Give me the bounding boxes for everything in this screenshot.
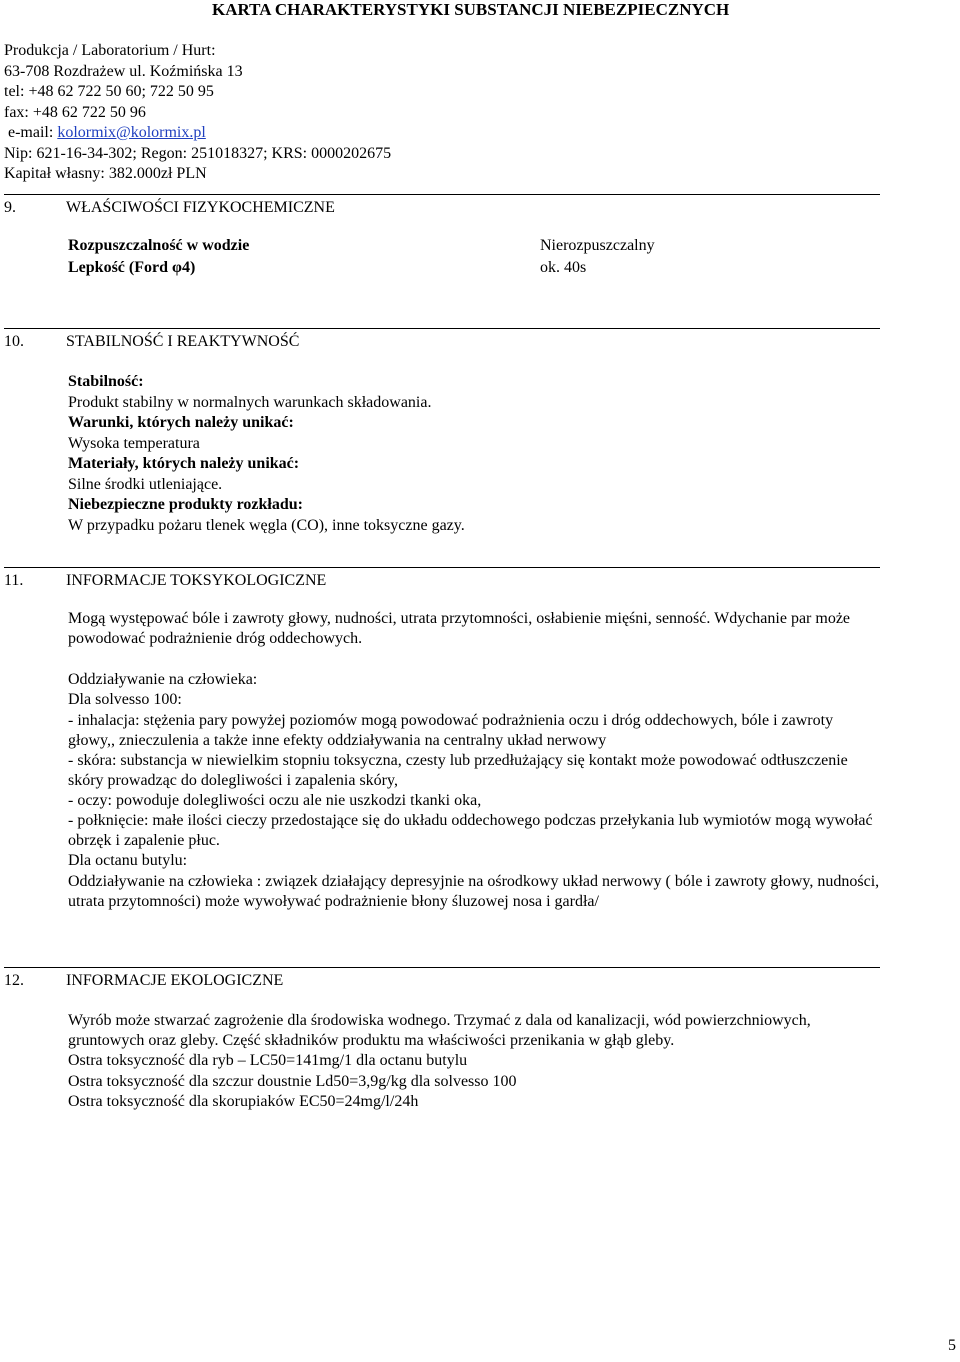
email-link[interactable]: kolormix@kolormix.pl	[57, 124, 206, 141]
human-impact-label: Oddziaływanie na człowieka:	[68, 670, 258, 688]
toxicity-rat: Ostra toksyczność dla szczur doustnie Ld50=3,9g/kg dla solvesso 100	[68, 1072, 517, 1090]
stability-label: Stabilność:	[68, 373, 144, 390]
eyes-text: - oczy: powoduje dolegliwości oczu ale nie uszkodzi tkanki oka,	[68, 791, 482, 809]
company-line-registry: Nip: 621-16-34-302; Regon: 251018327; KRS: 0000202675	[4, 144, 392, 162]
paragraph-spacer	[68, 649, 880, 670]
section-10-body	[68, 372, 880, 536]
stability-text: Produkt stabilny w normalnych warunkach składowania.	[68, 393, 432, 411]
section-11-body	[68, 609, 880, 912]
email-prefix: e-mail:	[4, 124, 58, 141]
company-line-email	[4, 123, 524, 144]
company-info	[4, 41, 524, 185]
section-10-number: 10.	[4, 333, 24, 350]
ecology-intro: Wyrób może stwarzać zagrożenie dla środowiska wodnego. Trzymać z dala od kanalizacji, wód powierzchniowych, gruntowych oraz gleby. Część składników produktu ma właściwości przenikania w głąb gleby.	[68, 1012, 811, 1049]
company-line-capital: Kapitał własny: 382.000zł PLN	[4, 165, 207, 182]
property-label-solubility: Rozpuszczalność w wodzie	[68, 237, 250, 254]
decomposition-label: Niebezpieczne produkty rozkładu:	[68, 496, 303, 513]
company-line-fax: fax: +48 62 722 50 96	[4, 103, 146, 121]
section-10-heading	[4, 332, 880, 353]
conditions-label: Warunki, których należy unikać:	[68, 414, 294, 431]
section-11-number: 11.	[4, 572, 24, 589]
materials-text: Silne środki utleniające.	[68, 475, 223, 493]
decomposition-text: W przypadku pożaru tlenek węgla (CO), inne toksyczne gazy.	[68, 516, 465, 534]
materials-label: Materiały, których należy unikać:	[68, 455, 300, 472]
property-value-viscosity: ok. 40s	[540, 259, 587, 276]
section-9-title: WŁAŚCIWOŚCI FIZYKOCHEMICZNE	[66, 199, 335, 216]
section-11-heading	[4, 571, 880, 592]
section-9-rule	[4, 194, 880, 195]
octan-label: Dla octanu butylu:	[68, 852, 188, 869]
swallowing-text: - połknięcie: małe ilości cieczy przedostające się do układu oddechowego podczas przełykania lub wymiotów mogą wywołać obrzęk i zapalenie płuc.	[68, 812, 873, 849]
section-12-body	[68, 1011, 880, 1113]
section-11-rule	[4, 567, 880, 568]
conditions-text: Wysoka temperatura	[68, 434, 200, 452]
section-12-number: 12.	[4, 972, 24, 989]
property-label-viscosity: Lepkość (Ford φ4)	[68, 259, 196, 276]
section-11-title: INFORMACJE TOKSYKOLOGICZNE	[66, 572, 327, 589]
toxicology-intro: Mogą występować bóle i zawroty głowy, nudności, utrata przytomności, osłabienie mięśni, senność. Wdychanie par może powodować podrażnienie dróg oddechowych.	[68, 610, 851, 647]
toxicity-fish: Ostra toksyczność dla ryb – LC50=141mg/1 dla octanu butylu	[68, 1052, 468, 1069]
page-number: 5	[948, 1337, 956, 1354]
section-12-rule	[4, 967, 880, 968]
property-value-solubility: Nierozpuszczalny	[540, 237, 655, 254]
toxicity-crustacean: Ostra toksyczność dla skorupiaków EC50=24mg/l/24h	[68, 1093, 419, 1110]
section-10-rule	[4, 328, 880, 329]
section-10-title: STABILNOŚĆ I REAKTYWNOŚĆ	[66, 333, 300, 350]
company-line-production: Produkcja / Laboratorium / Hurt:	[4, 42, 216, 59]
document-title: KARTA CHARAKTERYSTYKI SUBSTANCJI NIEBEZPIECZNYCH	[212, 0, 730, 19]
solvesso-label: Dla solvesso 100:	[68, 691, 182, 708]
section-9-number: 9.	[4, 199, 16, 216]
section-12-heading	[4, 971, 880, 992]
octan-text: Oddziaływanie na człowieka : związek działający depresyjnie na ośrodkowy układ nerwowy ( bóle i zawroty głowy, nudności, utrata przytomności) może wywoływać podrażnienie błony śluzowej nosa i gardła/	[68, 872, 880, 910]
section-9-heading	[4, 198, 880, 219]
skin-text: - skóra: substancja w niewielkim stopniu toksyczna, czesty lub przedłużający się kontakt może powodować odtłuszczenie skóry prowadząc do dolegliwości i zapalenia skóry,	[68, 751, 848, 789]
company-line-phone: tel: +48 62 722 50 60; 722 50 95	[4, 83, 214, 100]
company-line-address: 63-708 Rozdrażew ul. Koźmińska 13	[4, 62, 243, 80]
inhalation-text: - inhalacja: stężenia pary powyżej poziomów mogą powodować podrażnienia oczu i dróg oddechowych, bóle i zawroty głowy,, znieczulenia a także inne efekty oddziaływania na centralny układ nerwowy	[68, 711, 834, 749]
section-12-title: INFORMACJE EKOLOGICZNE	[66, 972, 284, 989]
